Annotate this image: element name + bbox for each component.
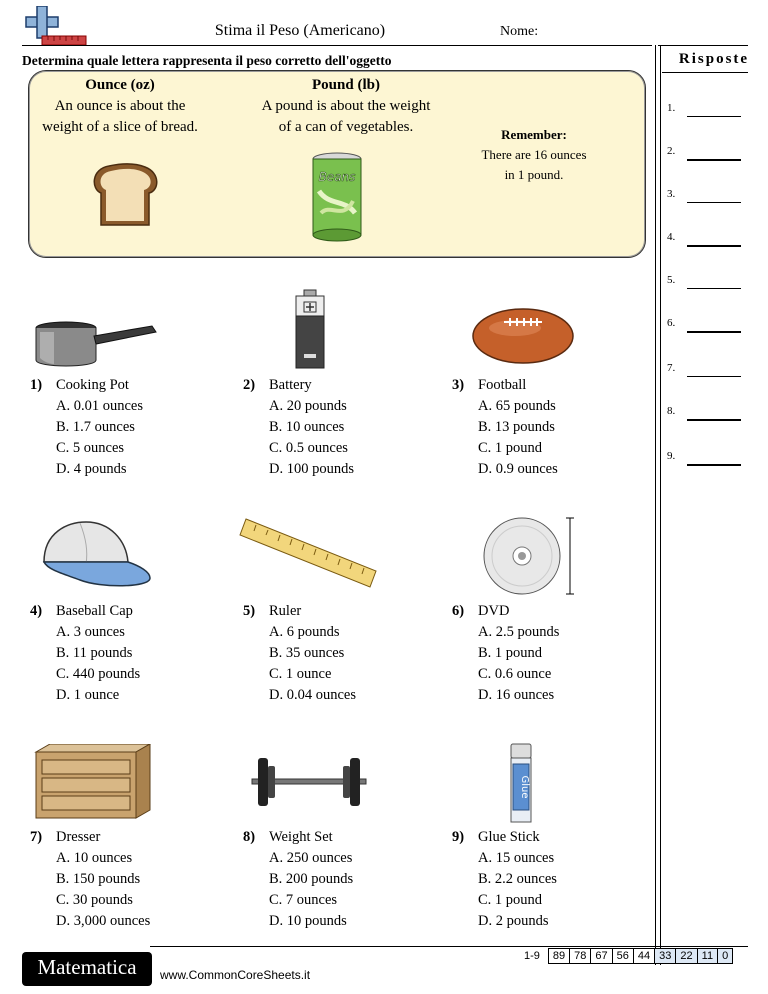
question-item: Weight Set: [269, 829, 333, 845]
question-item: Glue Stick: [478, 829, 540, 845]
score-cell: 22: [676, 949, 697, 964]
option-c: C. 1 pound: [478, 892, 543, 908]
score-cell: 0: [718, 949, 733, 964]
question-number: 5): [243, 603, 256, 619]
answer-slot-9[interactable]: 9.: [667, 450, 757, 466]
option-d: D. 2 pounds: [478, 913, 549, 929]
question-item: DVD: [478, 603, 510, 619]
option-b: B. 35 ounces: [269, 645, 345, 661]
option-c: C. 30 pounds: [56, 892, 133, 908]
option-d: D. 4 pounds: [56, 461, 127, 477]
question-9: [452, 827, 652, 932]
question-number: 3): [452, 377, 465, 393]
question-number: 8): [243, 829, 256, 845]
answers-title: Risposte: [678, 51, 750, 67]
header-rule: [22, 45, 652, 46]
question-item: Football: [478, 377, 527, 393]
question-8: [243, 827, 443, 932]
option-d: D. 1 ounce: [56, 687, 120, 703]
option-d: D. 16 ounces: [478, 687, 555, 703]
question-3: [452, 375, 652, 480]
glue-label: Glue: [519, 775, 530, 799]
score-cell: 11: [697, 949, 717, 964]
answers-divider: [655, 45, 656, 965]
option-c: C. 1 ounce: [269, 666, 332, 682]
option-b: B. 13 pounds: [478, 419, 555, 435]
question-6: [452, 601, 652, 706]
option-d: D. 3,000 ounces: [56, 913, 151, 929]
remember-note: [469, 125, 599, 185]
pound-line-1: A pound is about the weight: [261, 98, 431, 114]
question-item: Cooking Pot: [56, 377, 129, 393]
score-range: 1-9: [524, 950, 540, 962]
option-b: B. 1.7 ounces: [56, 419, 135, 435]
option-b: B. 200 pounds: [269, 871, 354, 887]
answers-divider-inner: [660, 45, 661, 965]
pound-title: Pound (lb): [312, 77, 380, 93]
reference-box: [28, 70, 646, 258]
header-rule-answers: [658, 45, 748, 46]
pound-line-2: of a can of vegetables.: [278, 119, 414, 135]
question-number: 4): [30, 603, 43, 619]
option-d: D. 10 pounds: [269, 913, 347, 929]
question-1: [30, 375, 230, 480]
dvd-icon: [480, 516, 580, 596]
question-number: 6): [452, 603, 465, 619]
question-number: 2): [243, 377, 256, 393]
football-icon: [470, 306, 576, 366]
battery-icon: [290, 288, 330, 372]
score-cell: 67: [591, 949, 612, 964]
cooking-pot-icon: [30, 318, 160, 370]
name-label: Nome:: [500, 24, 539, 39]
bean-can-icon: [309, 151, 365, 243]
baseball-cap-icon: [40, 518, 154, 592]
ounce-line-1: An ounce is about the: [54, 98, 186, 114]
instruction: Determina quale lettera rappresenta il peso corretto dell'oggetto: [22, 53, 392, 68]
option-b: B. 1 pound: [478, 645, 543, 661]
ounce-title: Ounce (oz): [85, 77, 155, 93]
score-cell: 44: [633, 949, 654, 964]
answer-slot-7[interactable]: 7.: [667, 362, 757, 378]
option-a: A. 6 pounds: [269, 624, 340, 640]
answer-slot-1[interactable]: 1.: [667, 102, 757, 118]
answer-slot-2[interactable]: 2.: [667, 145, 757, 161]
score-cell: 78: [570, 949, 591, 964]
option-b: B. 11 pounds: [56, 645, 133, 661]
question-7: [30, 827, 230, 932]
answer-slot-5[interactable]: 5.: [667, 274, 757, 290]
option-c: C. 0.5 ounces: [269, 440, 348, 456]
option-b: B. 10 ounces: [269, 419, 345, 435]
footer-rule: [150, 946, 748, 947]
pound-reference: [241, 75, 451, 138]
question-item: Dresser: [56, 829, 101, 845]
option-a: A. 3 ounces: [56, 624, 125, 640]
score-cell: 33: [655, 949, 676, 964]
option-d: D. 0.9 ounces: [478, 461, 558, 477]
remember-title: Remember:: [501, 127, 567, 142]
bread-slice-icon: [89, 163, 161, 227]
option-c: C. 5 ounces: [56, 440, 125, 456]
option-b: B. 150 pounds: [56, 871, 141, 887]
score-table: [520, 948, 733, 964]
answer-slot-6[interactable]: 6.: [667, 317, 757, 333]
footer-logo-text: Matematica: [37, 955, 137, 979]
option-c: C. 0.6 ounce: [478, 666, 552, 682]
question-number: 1): [30, 377, 43, 393]
question-5: [243, 601, 443, 706]
question-number: 7): [30, 829, 43, 845]
option-a: A. 20 pounds: [269, 398, 347, 414]
option-d: D. 100 pounds: [269, 461, 354, 477]
page-title: Stima il Peso (Americano): [214, 22, 386, 39]
footer-url: www.CommonCoreSheets.it: [160, 968, 311, 982]
question-2: [243, 375, 443, 480]
option-c: C. 440 pounds: [56, 666, 141, 682]
question-4: [30, 601, 230, 706]
score-cell: 56: [612, 949, 633, 964]
weight-set-icon: [244, 754, 374, 810]
remember-line-1: There are 16 ounces: [481, 147, 587, 162]
question-number: 9): [452, 829, 465, 845]
option-a: A. 10 ounces: [56, 850, 133, 866]
question-item: Baseball Cap: [56, 603, 133, 619]
answer-slot-8[interactable]: 8.: [667, 405, 757, 421]
option-c: C. 1 pound: [478, 440, 543, 456]
score-cell: 89: [548, 949, 569, 964]
footer-logo: [22, 952, 152, 986]
answers-title-rule: [662, 72, 748, 73]
option-d: D. 0.04 ounces: [269, 687, 356, 703]
option-a: A. 0.01 ounces: [56, 398, 143, 414]
ounce-reference: [35, 75, 205, 138]
ounce-line-2: weight of a slice of bread.: [42, 119, 198, 135]
answer-slot-3[interactable]: 3.: [667, 188, 757, 204]
glue-stick-icon: [506, 742, 536, 826]
dresser-icon: [34, 744, 152, 820]
answer-slot-4[interactable]: 4.: [667, 231, 757, 247]
option-a: A. 15 ounces: [478, 850, 555, 866]
question-item: Ruler: [269, 603, 302, 619]
question-item: Battery: [269, 377, 312, 393]
option-b: B. 2.2 ounces: [478, 871, 557, 887]
option-a: A. 65 pounds: [478, 398, 556, 414]
option-c: C. 7 ounces: [269, 892, 338, 908]
can-label: Beans: [318, 170, 356, 184]
remember-line-2: in 1 pound.: [504, 167, 564, 182]
option-a: A. 2.5 pounds: [478, 624, 560, 640]
ruler-icon: [238, 515, 378, 591]
option-a: A. 250 ounces: [269, 850, 353, 866]
